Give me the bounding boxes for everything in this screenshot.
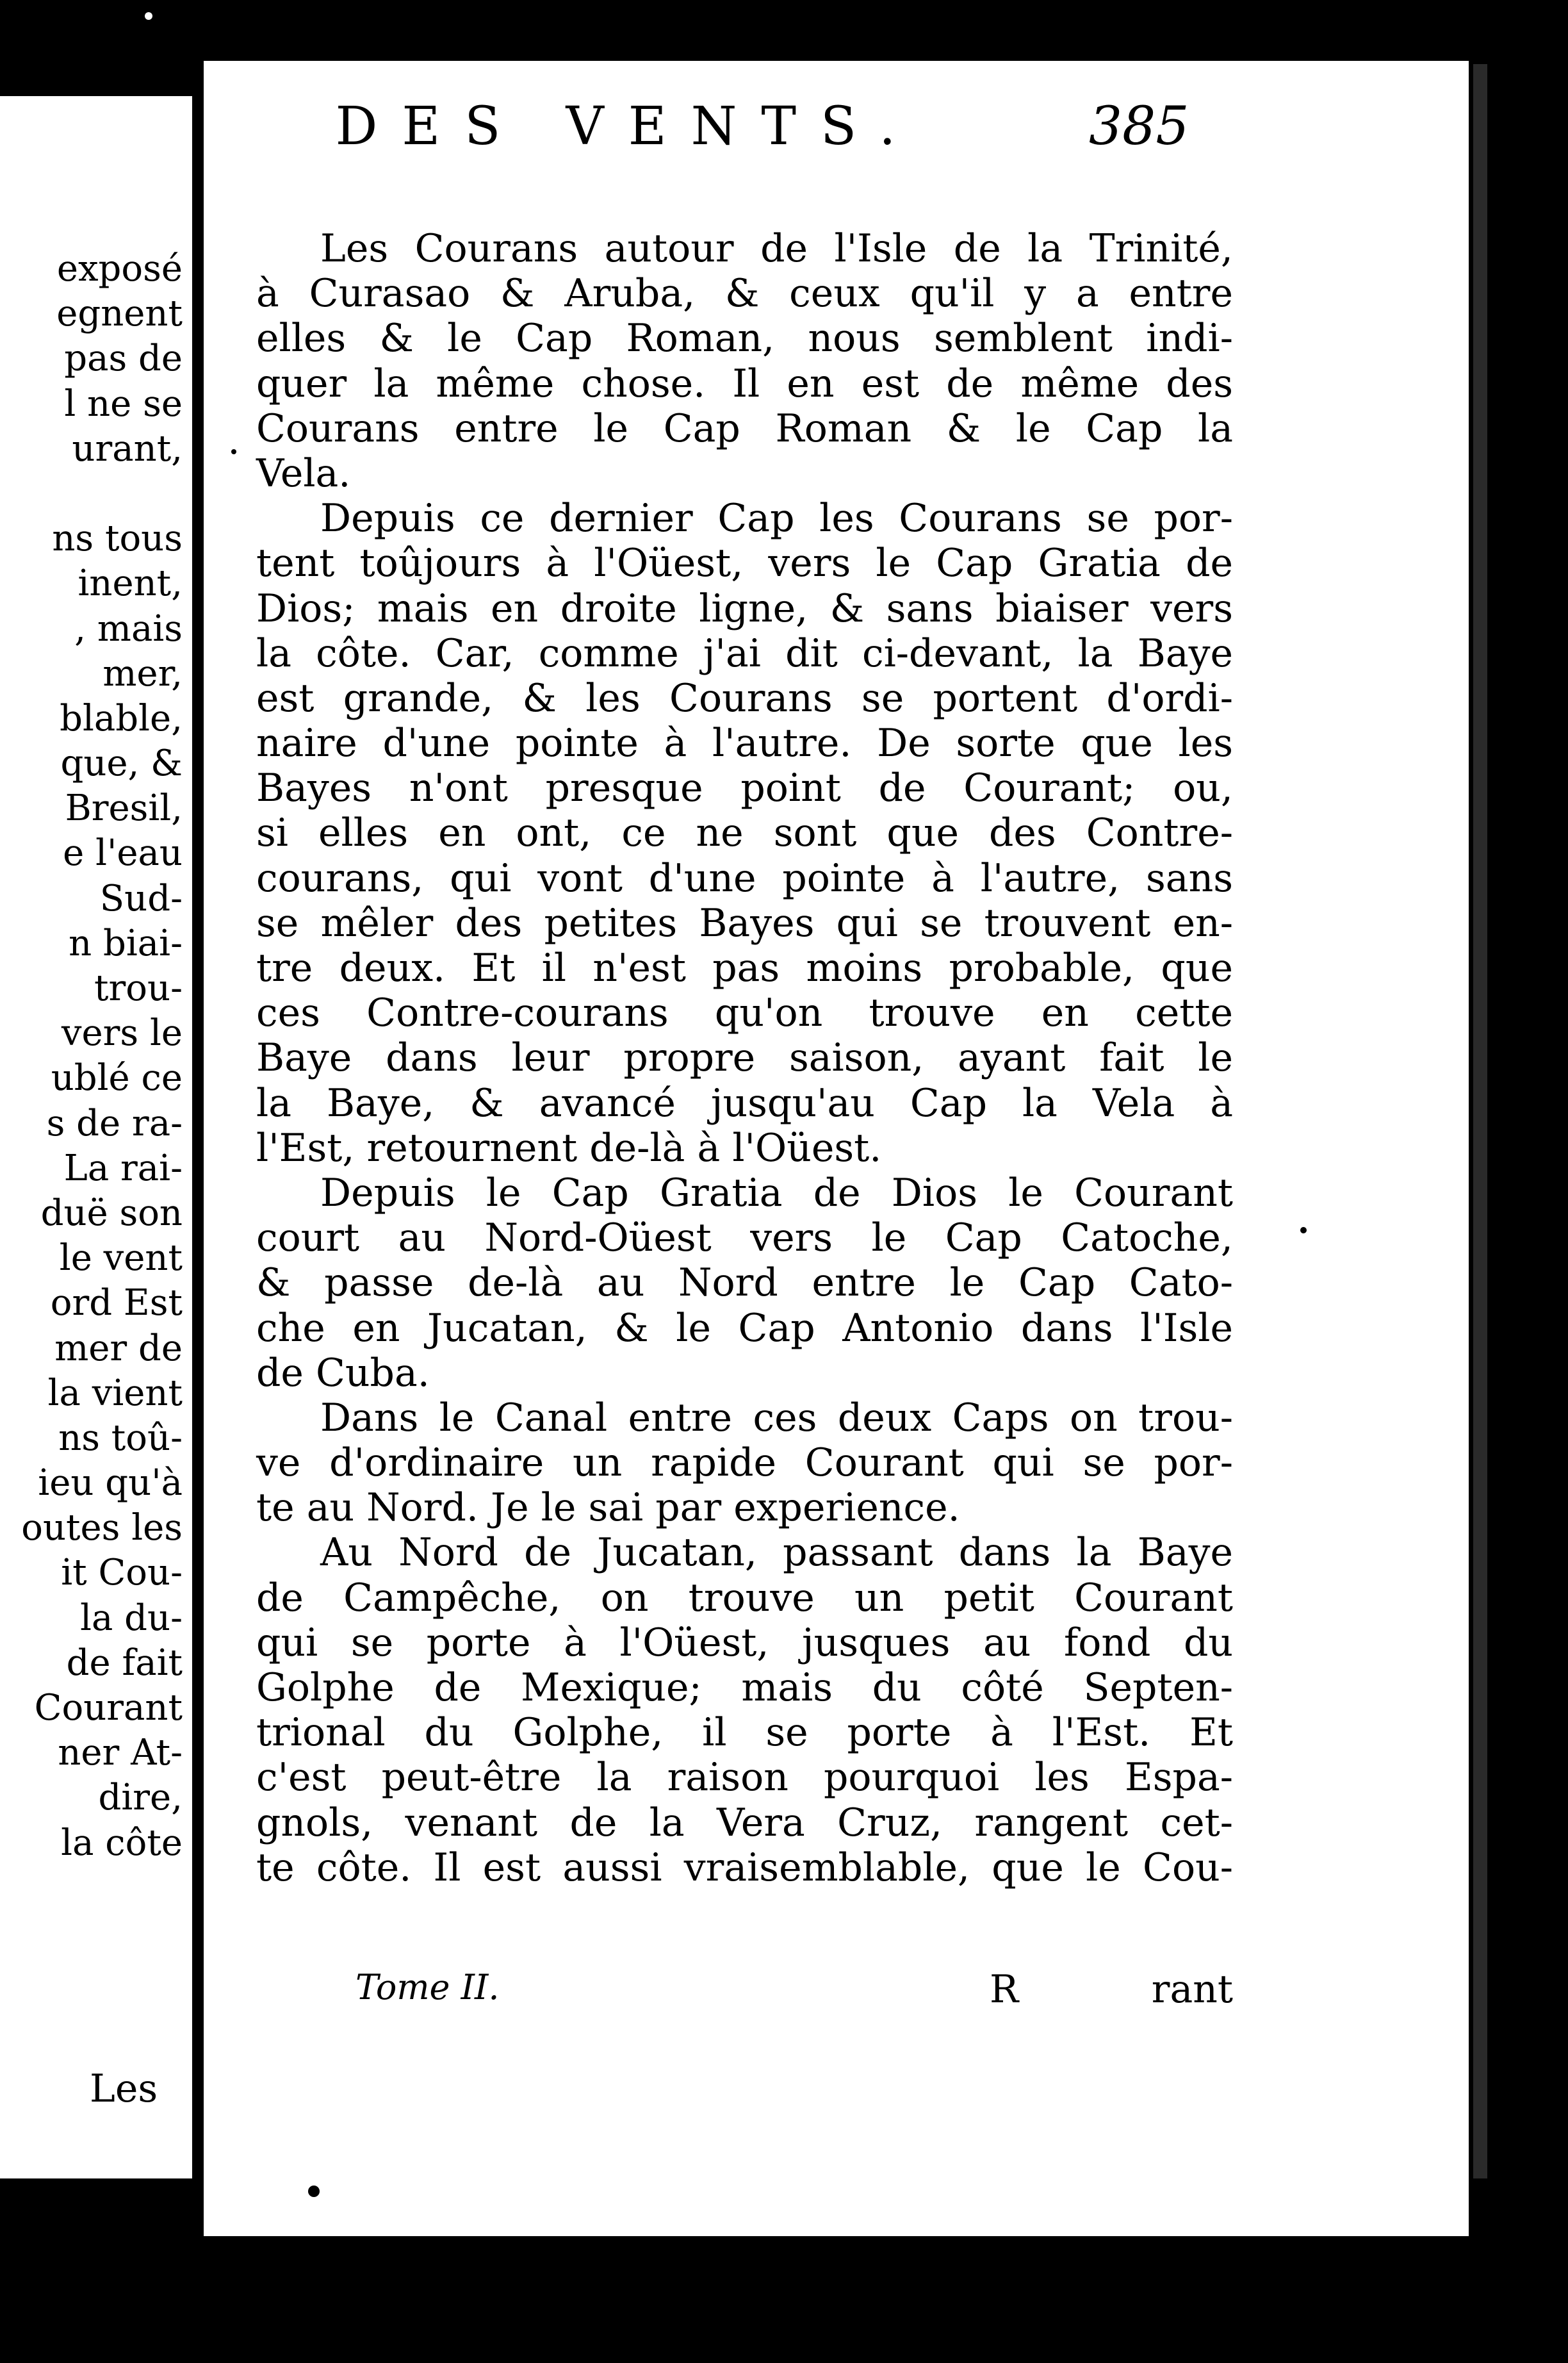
previous-page-catchword: Les xyxy=(90,2066,158,2111)
text-line: Courans entre le Cap Roman & le Cap la xyxy=(256,406,1233,451)
text-line: ve d'ordinaire un rapide Courant qui se por- xyxy=(256,1440,1233,1486)
page-body-text xyxy=(256,226,1233,1890)
text-line: te au Nord. Je le sai par experience. xyxy=(256,1485,960,1531)
text-line: Au Nord de Jucatan, passant dans la Baye xyxy=(320,1530,1233,1576)
previous-page-line: inent, xyxy=(78,563,183,605)
previous-page-line: ns tous xyxy=(52,518,183,560)
scan-speck xyxy=(145,12,152,20)
text-line: che en Jucatan, & le Cap Antonio dans l'Isle xyxy=(256,1305,1233,1351)
text-line: si elles en ont, ce ne sont que des Contre- xyxy=(256,811,1233,856)
previous-page-line: e l'eau xyxy=(63,832,183,875)
previous-page-line: egnent xyxy=(56,293,183,335)
previous-page-line: ublé ce xyxy=(51,1057,183,1099)
previous-page-line: exposé xyxy=(56,248,183,290)
text-line: est grande, & les Courans se portent d'ordi- xyxy=(256,675,1233,721)
previous-page-text xyxy=(0,247,183,1866)
previous-page-line: trou- xyxy=(94,967,183,1009)
text-line: trional du Golphe, il se porte à l'Est. Et xyxy=(256,1710,1233,1756)
previous-page-line: pas de xyxy=(64,338,183,380)
previous-page-line: urant, xyxy=(72,427,183,470)
text-line: la côte. Car, comme j'ai dit ci-devant, la Baye xyxy=(256,630,1233,676)
previous-page-line: it Cou- xyxy=(61,1552,183,1594)
text-line: la Baye, & avancé jusqu'au Cap la Vela à xyxy=(256,1080,1233,1126)
text-line: court au Nord-Oüest vers le Cap Catoche, xyxy=(256,1215,1233,1261)
previous-page-line: , mais xyxy=(74,607,183,650)
previous-page-line: l ne se xyxy=(64,383,183,425)
previous-page-line: ner At- xyxy=(58,1732,183,1774)
previous-page-line xyxy=(0,472,183,516)
text-line: Vela. xyxy=(256,450,351,496)
text-line: tre deux. Et il n'est pas moins probable, que xyxy=(256,946,1233,991)
text-line: te côte. Il est aussi vraisemblable, que le Cou- xyxy=(256,1845,1233,1890)
text-line: ces Contre-courans qu'on trouve en cette xyxy=(256,991,1233,1036)
text-line: gnols, venant de la Vera Cruz, rangent cet- xyxy=(256,1800,1233,1845)
previous-page-line: ord Est xyxy=(50,1282,183,1324)
text-line: Bayes n'ont presque point de Courant; ou, xyxy=(256,766,1233,811)
previous-page-line: outes les xyxy=(21,1507,183,1549)
text-line: l'Est, retournent de-là à l'Oüest. xyxy=(256,1125,882,1171)
page-footer xyxy=(355,1967,1233,2018)
text-line: se mêler des petites Bayes qui se trouvent en- xyxy=(256,900,1233,946)
text-line: & passe de-là au Nord entre le Cap Cato- xyxy=(256,1260,1233,1306)
previous-page-fragment xyxy=(0,96,192,2178)
previous-page-line: la du- xyxy=(80,1597,183,1639)
catchword: rant xyxy=(1151,1967,1233,2012)
text-line: Golphe de Mexique; mais du côté Septen- xyxy=(256,1665,1233,1710)
running-title: DES VENTS. xyxy=(335,96,920,157)
text-line: Baye dans leur propre saison, ayant fait le xyxy=(256,1035,1233,1081)
text-line: Depuis ce dernier Cap les Courans se por- xyxy=(320,496,1233,541)
previous-page-line: la vient xyxy=(47,1372,183,1414)
text-line: elles & le Cap Roman, nous semblent indi- xyxy=(256,316,1233,361)
previous-page-line: le vent xyxy=(59,1237,183,1280)
text-line: c'est peut-être la raison pourquoi les Espa- xyxy=(256,1755,1233,1800)
text-line: tent toûjours à l'Oüest, vers le Cap Gratia de xyxy=(256,541,1233,586)
previous-page-line: Sud- xyxy=(99,877,183,919)
text-line: de Campêche, on trouve un petit Courant xyxy=(256,1575,1233,1620)
previous-page-line: La rai- xyxy=(63,1147,183,1189)
text-line: Dans le Canal entre ces deux Caps on trou- xyxy=(320,1395,1233,1440)
volume-label: Tome II. xyxy=(355,1967,500,2007)
text-line: naire d'une pointe à l'autre. De sorte que les xyxy=(256,721,1233,766)
previous-page-line: s de ra- xyxy=(46,1102,183,1144)
previous-page-line: duë son xyxy=(40,1192,183,1234)
previous-page-line: de fait xyxy=(66,1642,183,1684)
text-line: qui se porte à l'Oüest, jusques au fond du xyxy=(256,1620,1233,1665)
previous-page-line: dire, xyxy=(98,1777,183,1819)
text-line: de Cuba. xyxy=(256,1350,430,1396)
text-line: à Curasao & Aruba, & ceux qu'il y a entre xyxy=(256,271,1233,317)
page-edge-shadow xyxy=(1473,64,1487,2178)
text-line: quer la même chose. Il en est de même des xyxy=(256,361,1233,406)
signature-mark: R xyxy=(990,1967,1019,2012)
previous-page-line: Courant xyxy=(34,1687,183,1729)
previous-page-line: ieu qu'à xyxy=(38,1462,183,1504)
previous-page-line: mer de xyxy=(54,1327,183,1369)
previous-page-line: n biai- xyxy=(69,922,183,964)
previous-page-line: que, & xyxy=(60,743,183,785)
text-line: courans, qui vont d'une pointe à l'autre, sans xyxy=(256,855,1233,901)
previous-page-line: blable, xyxy=(60,697,183,739)
text-line: Depuis le Cap Gratia de Dios le Courant xyxy=(320,1170,1233,1215)
previous-page-line: mer, xyxy=(102,652,183,695)
previous-page-line: vers le xyxy=(61,1012,183,1055)
text-line: Les Courans autour de l'Isle de la Trinité, xyxy=(320,226,1233,271)
text-line: Dios; mais en droite ligne, & sans biaiser vers xyxy=(256,586,1233,631)
page-number: 385 xyxy=(1089,96,1189,157)
previous-page-line: Bresil, xyxy=(65,787,183,830)
previous-page-line: ns toû- xyxy=(58,1417,183,1459)
previous-page-line: la côte xyxy=(61,1822,183,1864)
